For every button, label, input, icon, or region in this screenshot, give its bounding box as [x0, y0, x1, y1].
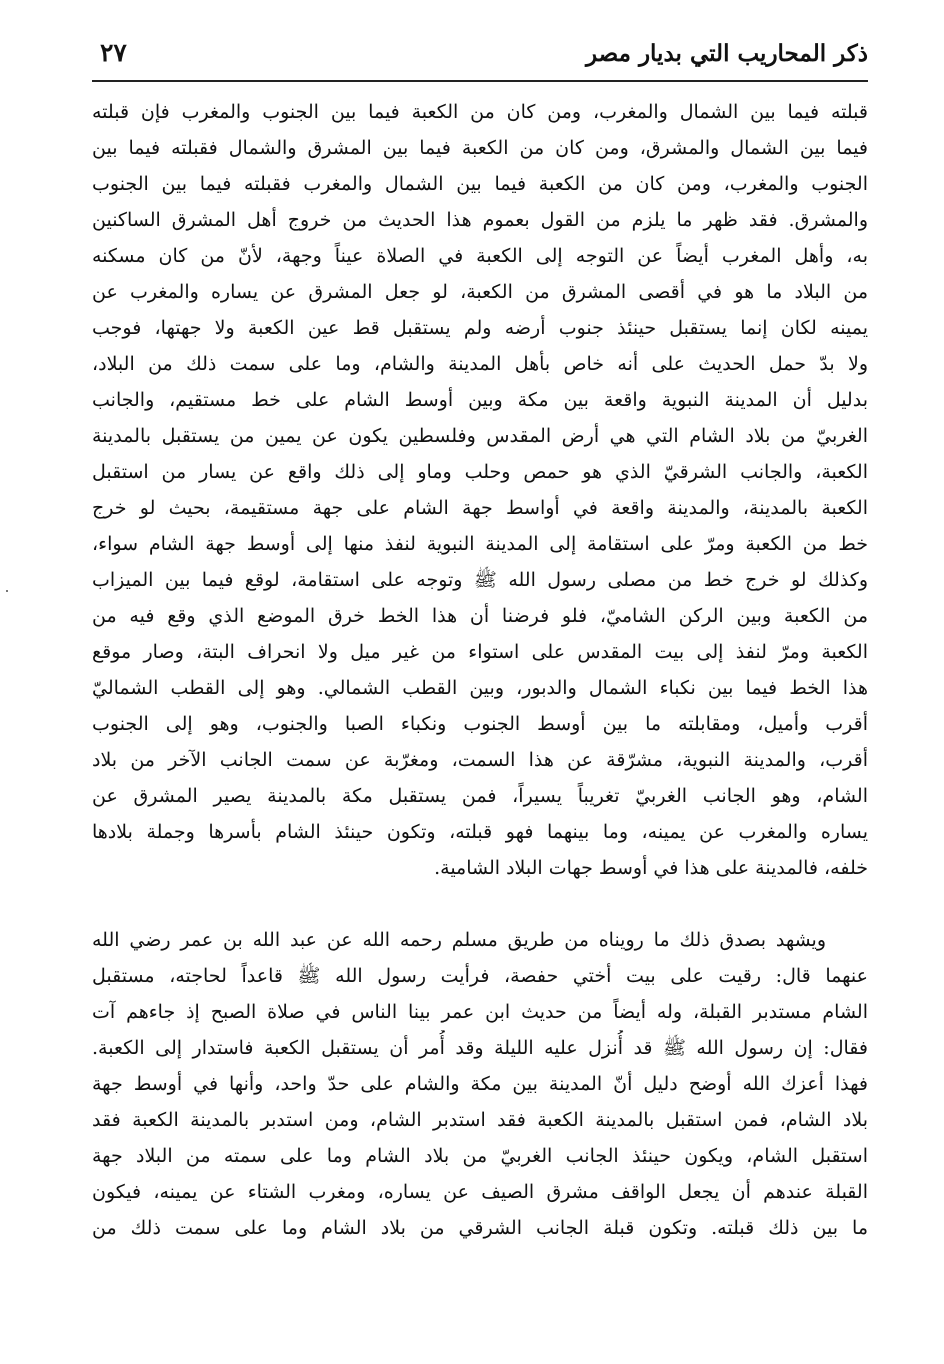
text-line: عنهما قال: رقيت على بيت أختي حفصة، فرأيت رسول الله ﷺ قاعداً لحاجته، مستقبل: [92, 965, 868, 987]
text-line: فهذا أعزك الله أوضح دليل أنّ المدينة بين مكة والشام على حدّ واحد، وأنها في أوسط جهة: [92, 1073, 868, 1095]
text-line: الكعبة، والجانب الشرقيّ الذي هو حمص وحلب وماو إلى ذلك واقع عن يسار من استقبل: [92, 461, 868, 483]
text-line: قبلته فيما بين الشمال والمغرب، ومن كان من الكعبة فيما بين الجنوب والمغرب فإن قبلته: [92, 101, 868, 123]
text-line: ويشهد بصدق ذلك ما رويناه من طريق مسلم رحمه الله عن عبد الله بن عمر رضي الله: [92, 929, 826, 951]
text-line: فيما بين الشمال والمشرق، ومن كان من الكعبة فيما بين المشرق والشمال فقبلته فيما بين: [92, 137, 868, 159]
text-line: الشام، وهو الجانب الغربيّ تغريباً يسيراً، فمن يستقبل مكة بالمدينة يصير المشرق عن: [92, 785, 868, 807]
text-line: بدليل أن المدينة النبوية واقعة بين مكة وبين أوسط الشام على خط مستقيم، والجانب: [92, 389, 868, 411]
page-header: [92, 36, 868, 76]
paragraph-gap: [92, 886, 868, 922]
text-line: خط من الكعبة ومرّ على استقامة إلى المدينة النبوية لنفذ منها إلى أوسط جهة الشام سواء،: [92, 533, 868, 555]
paragraph-2: [92, 922, 868, 1246]
scan-speck: [6, 590, 8, 592]
body-text: [92, 94, 868, 1246]
text-line: الكعبة بالمدينة، والمدينة واقعة في أواسط جهة الشام على جهة مستقيمة، بحيث لو خرج: [92, 497, 868, 519]
text-line: من البلاد ما هو في أقصى المشرق من الكعبة، لو جعل المشرق عن يساره والمغرب عن: [92, 281, 868, 303]
text-line: أقرب، والمدينة النبوية، مشرّقة عن هذا السمت، ومغرّبة عن سمت الجانب الآخر من بلاد: [92, 749, 868, 771]
text-line: ولا بدّ حمل الحديث على أنه خاص بأهل المدينة والشام، وما على سمت ذلك من البلاد،: [92, 353, 868, 375]
header-rule: [92, 80, 868, 82]
text-line: الشام مستدبر القبلة، وله أيضاً من حديث ابن عمر بينا الناس في صلاة الصبح إذ جاءهم آت: [92, 1001, 868, 1023]
text-line: يساره والمغرب عن يمينه، وما بينهما فهو قبلته، وتكون حينئذ الشام بأسرها وجملة بلادها: [92, 821, 868, 843]
running-title: ذكر المحاريب التي بديار مصر: [585, 40, 868, 67]
text-line: القبلة عندهم أن يجعل الواقف مشرق الصيف عن يساره، ومغرب الشتاء عن يمينه، فيكون: [92, 1181, 868, 1203]
text-line: بلاد الشام، فمن استقبل بالمدينة الكعبة فقد استدبر الشام، ومن استدبر بالمدينة الكعبة فقد: [92, 1109, 868, 1131]
text-line: به، وأهل المغرب أيضاً عن التوجه إلى الكعبة في الصلاة عيناً وجهة، لأنّ من كان مسكنه: [92, 245, 868, 267]
text-line: وكذلك لو خرج خط من مصلى رسول الله ﷺ وتوجه على استقامة، لوقع فيما بين الميزاب: [92, 569, 868, 591]
page-number: ٢٧: [100, 38, 127, 67]
text-line: استقبل الشام، ويكون حينئذ الجانب الغربيّ من بلاد الشام وما على سمته من البلاد جهة: [92, 1145, 868, 1167]
text-line: الغربيّ من بلاد الشام التي هي أرض المقدس وفلسطين يكون عن يمين من يستقبل بالمدينة: [92, 425, 868, 447]
text-line: الكعبة ومرّ لنفذ إلى بيت المقدس على استواء من غير ميل ولا انحراف البتة، وصار موقع: [92, 641, 868, 663]
text-line: من الكعبة وبين الركن الشاميّ، فلو فرضنا أن هذا الخط خرق الموضع الذي وقع فيه من: [92, 605, 868, 627]
text-line: والمشرق. فقد ظهر ما يلزم من القول بعموم هذا الحديث من خروج أهل المشرق الساكنين: [92, 209, 868, 231]
text-line: أقرب وأميل، ومقابلته ما بين أوسط الجنوب ونكباء الصبا والجنوب، وهو إلى الجنوب: [92, 713, 868, 735]
text-line: هذا الخط فيما بين نكباء الشمال والدبور، وبين القطب الشمالي. وهو إلى القطب الشماليّ: [92, 677, 868, 699]
paragraph-1: [92, 94, 868, 886]
text-line: ما بين ذلك قبلته. وتكون قبلة الجانب الشرقي من بلاد الشام وما على سمت ذلك من: [92, 1217, 868, 1239]
text-line: الجنوب والمغرب، ومن كان من الكعبة فيما بين الشمال والمغرب فقبلته فيما بين الجنوب: [92, 173, 868, 195]
text-line: يمينه لكان إنما يستقبل حينئذ جنوب أرضه ولم يستقبل قط عين الكعبة ولا جهتها، فوجب: [92, 317, 868, 339]
text-line: خلفه، فالمدينة على هذا في أوسط جهات البلاد الشامية.: [434, 857, 868, 879]
text-line: فقال: إن رسول الله ﷺ قد أُنزل عليه الليلة وقد أُمر أن يستقبل الكعبة فاستدار إلى الكعبة.: [92, 1037, 868, 1059]
